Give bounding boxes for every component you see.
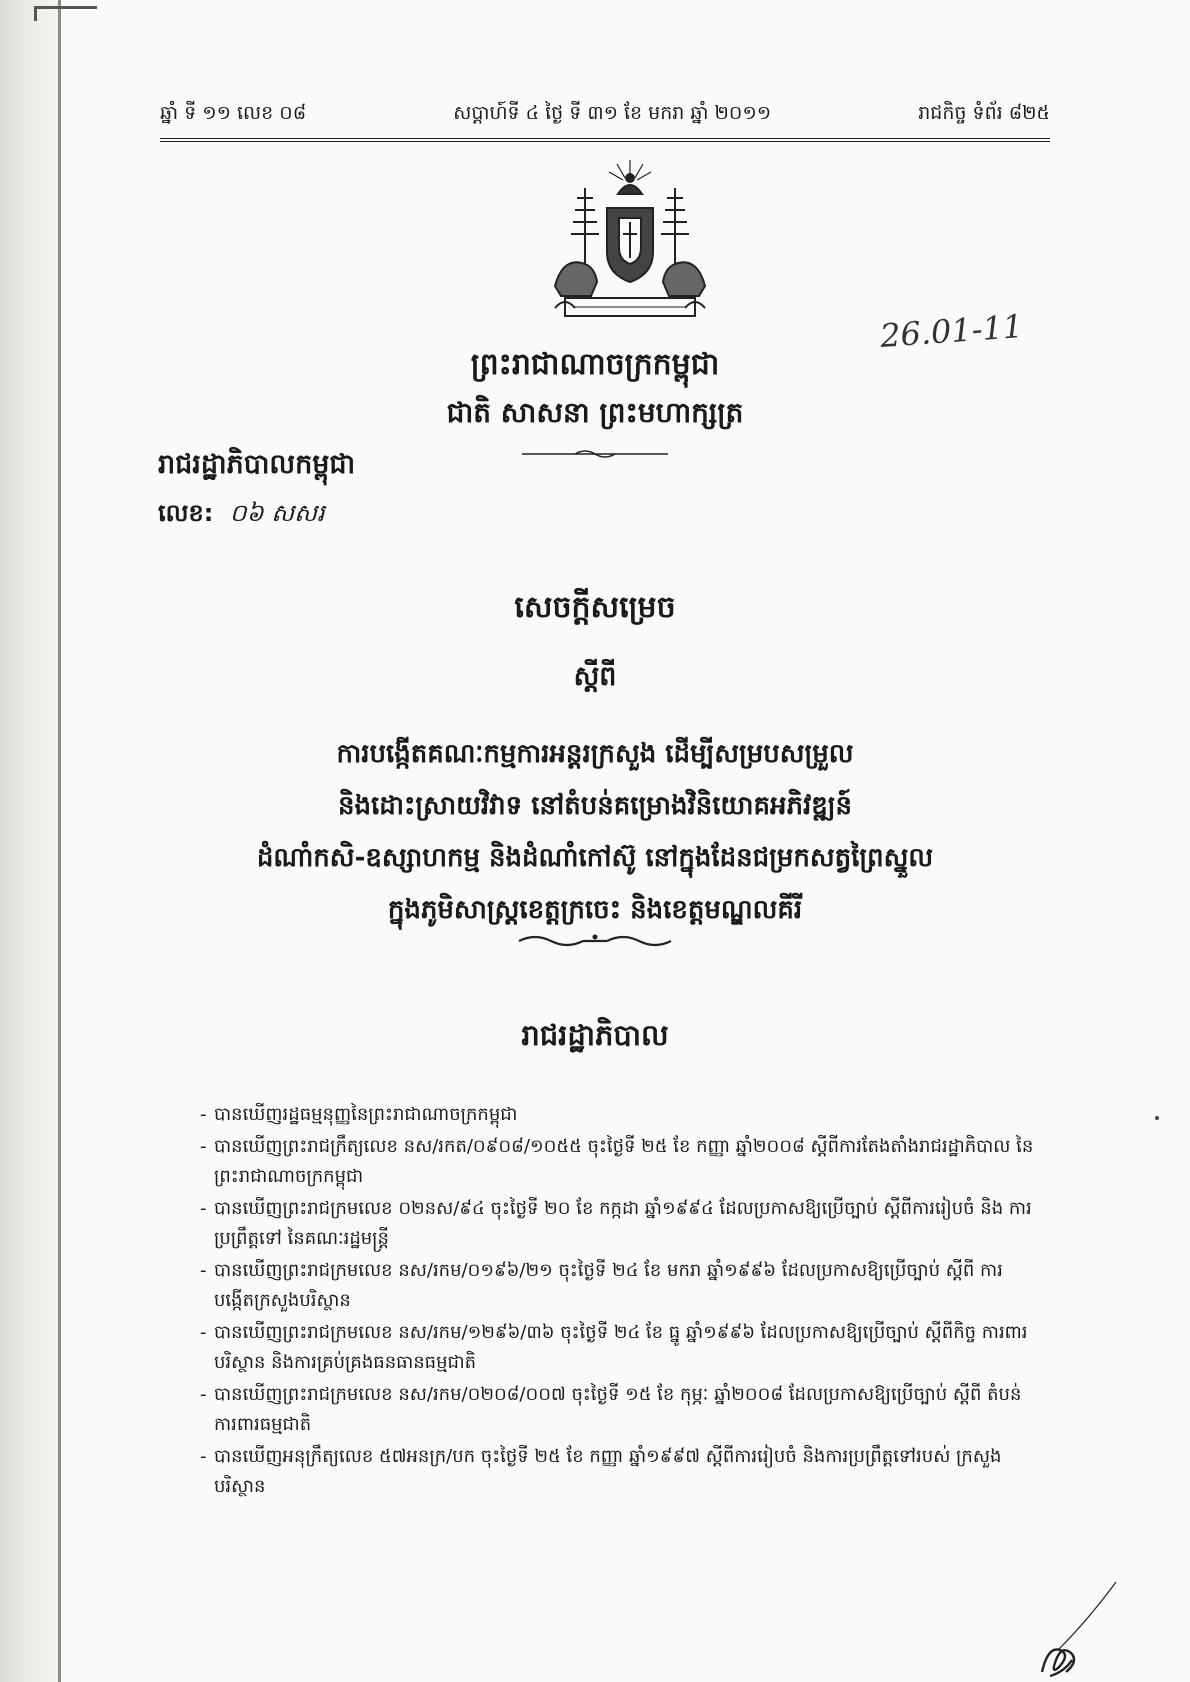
header-rule [160,138,1050,142]
subject-line: ការបង្កើតគណៈកម្មការអន្តរក្រសួង ដើម្បីសម្របសម្រួល [336,739,854,769]
header-date: សប្តាហ៍ទី ៤ ថ្ងៃ ទី ៣១ ខែ មករា ឆ្នាំ ២០១១ [453,102,772,124]
consideration-text: បានឃើញព្រះរាជក្រមលេខ នស/រកម/១២៩៦/៣៦ ចុះថ្ងៃទី ២៤ ខែ ធ្នូ ឆ្នាំ១៩៩៦ ដែលប្រកាសឱ្យប្រើច្បាប់ ស្តីពីកិច្ច ការពារបរិស្ថាន និងការគ្រប់គ្រងធនធានធម្មជាតិ [214,1322,1028,1373]
handwritten-date: 26.01-11 [878,307,1025,355]
consideration-text: បានឃើញព្រះរាជក្រមលេខ នស/រកម/០២០៨/០០៧ ចុះថ្ងៃទី ១៥ ខែ កុម្ភៈ ឆ្នាំ២០០៨ ដែលប្រកាសឱ្យប្រើច្បាប់ ស្តីពី តំបន់ការពារធម្មជាតិ [214,1384,1022,1435]
consideration-text: បានឃើញព្រះរាជក្រមលេខ ០២នស/៩៤ ចុះថ្ងៃទី ២០ ខែ កក្កដា ឆ្នាំ១៩៩៤ ដែលប្រកាសឱ្យប្រើច្បាប់ ស្តីពីការរៀបចំ និង ការប្រព្រឹត្តទៅ នៃគណៈរដ្ឋមន្ត្រី [214,1198,1032,1249]
subject-line: ដំណាំកសិ-ឧស្សាហកម្ម និងដំណាំកៅស៊ូ នៅក្នុងដែនជម្រកសត្វព្រៃស្នួល [256,843,934,873]
list-item: - បានឃើញព្រះរាជក្រមលេខ ០២នស/៩៤ ចុះថ្ងៃទី ២០ ខែ កក្កដា ឆ្នាំ១៩៩៤ ដែលប្រកាសឱ្យប្រើច្បាប់ ស្តីពីការរៀបចំ និង ការប្រព្រឹត្តទៅ នៃគណៈរដ្ឋមន្ត្រី [200,1198,1032,1249]
consideration-text: បានឃើញអនុក្រឹត្យលេខ ៥៧អនក្រ/បក ចុះថ្ងៃទី ២៥ ខែ កញ្ញា ឆ្នាំ១៩៩៧ ស្តីពីការរៀបចំ និងការប្រព្រឹត្តទៅរបស់ ក្រសួងបរិស្ថាន [214,1446,1002,1497]
considerations-list [200,1100,1040,1504]
scan-corner-mark [34,6,97,21]
list-item: - បានឃើញព្រះរាជក្រមលេខ នស/រកម/១២៩៦/៣៦ ចុះថ្ងៃទី ២៤ ខែ ធ្នូ ឆ្នាំ១៩៩៦ ដែលប្រកាសឱ្យប្រើច្បាប់ ស្តីពីកិច្ច ការពារបរិស្ថាន និងការគ្រប់គ្រងធនធានធម្មជាតិ [200,1322,1028,1373]
scan-speck [1155,1116,1159,1120]
royal-arms-emblem [545,158,715,328]
issuer-name: រាជរដ្ឋាភិបាលកម្ពុជា [158,449,356,480]
divider-ornament [0,932,1190,952]
national-motto: ជាតិ សាសនា ព្រះមហាក្សត្រ [446,396,744,429]
header-page: រាជកិច្ច ទំព័រ ៨២៥ [918,102,1050,124]
scan-binding-line [58,0,61,1682]
list-item: - បានឃើញអនុក្រឹត្យលេខ ៥៧អនក្រ/បក ចុះថ្ងៃទី ២៥ ខែ កញ្ញា ឆ្នាំ១៩៩៧ ស្តីពីការរៀបចំ និងការប្រព្រឹត្តទៅរបស់ ក្រសួងបរិស្ថាន [200,1446,1002,1497]
initials-signature [1028,1580,1118,1680]
list-item: - បានឃើញរដ្ឋធម្មនុញ្ញនៃព្រះរាជាណាចក្រកម្ពុជា [200,1104,518,1125]
document-type-title: សេចក្តីសម្រេច [514,590,676,625]
list-item: - បានឃើញព្រះរាជក្រមលេខ នស/រកម/០១៩៦/២១ ចុះថ្ងៃទី ២៤ ខែ មករា ឆ្នាំ១៩៩៦ ដែលប្រកាសឱ្យប្រើច្បាប់ ស្តីពី ការបង្កើតក្រសួងបរិស្ថាន [200,1260,1003,1311]
kingdom-title: ព្រះរាជាណាចក្រកម្ពុជា [470,347,720,382]
document-number-label: លេខ: [158,499,214,527]
subject-line: ក្នុងភូមិសាស្ត្រខេត្តក្រចេះ និងខេត្តមណ្ឌលគីរី [387,895,803,925]
consideration-text: បានឃើញព្រះរាជក្រឹត្យលេខ នស/រកត/០៩០៨/១០៥៥ ចុះថ្ងៃទី ២៥ ខែ កញ្ញា ឆ្នាំ២០០៨ ស្តីពីការតែងតាំងរាជរដ្ឋាភិបាល នៃព្រះរាជាណាចក្រកម្ពុជា [214,1136,1034,1187]
header-issue: ឆ្នាំ ទី ១១ លេខ ០៨ [160,102,307,124]
consideration-text: បានឃើញរដ្ឋធម្មនុញ្ញនៃព្រះរាជាណាចក្រកម្ពុជា [214,1104,518,1125]
running-header [160,98,1050,132]
document-number [158,498,325,533]
document-number-value: ០៦ សសរ [229,499,325,527]
government-heading: រាជរដ្ឋាភិបាល [521,1018,669,1052]
about-heading: ស្តីពី [573,661,617,692]
list-item: - បានឃើញព្រះរាជក្រមលេខ នស/រកម/០២០៨/០០៧ ចុះថ្ងៃទី ១៥ ខែ កុម្ភៈ ឆ្នាំ២០០៨ ដែលប្រកាសឱ្យប្រើច្បាប់ ស្តីពី តំបន់ការពារធម្មជាតិ [200,1384,1022,1435]
list-item: - បានឃើញព្រះរាជក្រឹត្យលេខ នស/រកត/០៩០៨/១០៥៥ ចុះថ្ងៃទី ២៥ ខែ កញ្ញា ឆ្នាំ២០០៨ ស្តីពីការតែងតាំងរាជរដ្ឋាភិបាល នៃព្រះរាជាណាចក្រកម្ពុជា [200,1136,1034,1187]
consideration-text: បានឃើញព្រះរាជក្រមលេខ នស/រកម/០១៩៦/២១ ចុះថ្ងៃទី ២៤ ខែ មករា ឆ្នាំ១៩៩៦ ដែលប្រកាសឱ្យប្រើច្បាប់ ស្តីពី ការបង្កើតក្រសួងបរិស្ថាន [214,1260,1003,1311]
subject-line: និងដោះស្រាយវិវាទ នៅតំបន់គម្រោងវិនិយោគអភិវឌ្ឍន៍ [337,791,853,821]
scan-edge [0,0,58,1682]
subject-block [200,728,990,936]
